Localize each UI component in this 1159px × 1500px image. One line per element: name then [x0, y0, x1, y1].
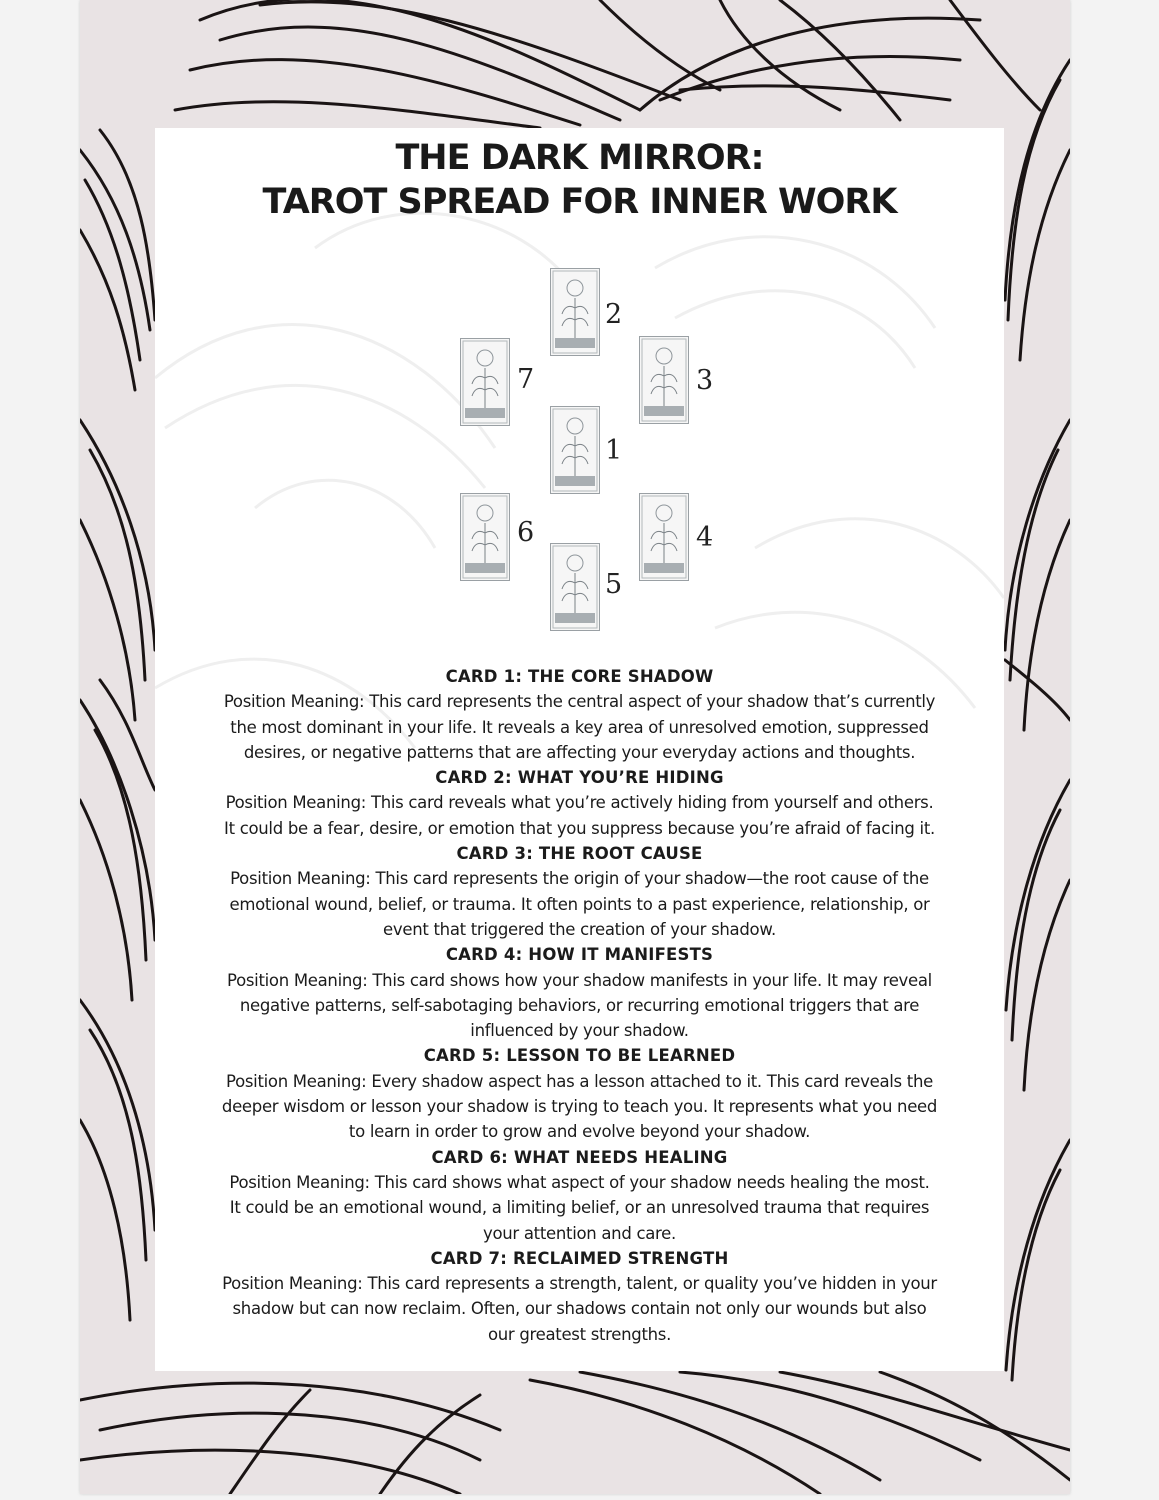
- tarot-card-2: [550, 268, 600, 356]
- position-meaning-line: Position Meaning: Every shadow aspect has a lesson attached to it. This card reveals the: [226, 1071, 933, 1091]
- card-number-2: 2: [605, 299, 623, 330]
- card-number-6: 6: [517, 517, 535, 548]
- card-number-3: 3: [696, 365, 714, 396]
- tarot-card-illustration-icon: [550, 268, 600, 356]
- position-heading: CARD 6: WHAT NEEDS HEALING: [431, 1147, 728, 1167]
- position-meaning-line: Position Meaning: This card shows what aspect of your shadow needs healing the most.: [229, 1172, 930, 1192]
- tarot-card-3: [639, 336, 689, 424]
- position-meaning-line: desires, or negative patterns that are affecting your everyday actions and thoughts.: [243, 742, 916, 762]
- position-meaning-line: Position Meaning: This card reveals what you’re actively hiding from yourself and others.: [225, 793, 934, 813]
- printable-page: [80, 0, 1070, 1494]
- title-line-1: THE DARK MIRROR:: [395, 138, 764, 178]
- position-heading: CARD 4: HOW IT MANIFESTS: [445, 945, 714, 965]
- position-meaning-line: shadow but can now reclaim. Often, our shadows contain not only our wounds but also: [232, 1299, 927, 1319]
- position-card-2: [155, 765, 1004, 841]
- position-card-5: [155, 1043, 1004, 1144]
- position-meaning-line: It could be a fear, desire, or emotion that you suppress because you’re afraid of facing it.: [224, 818, 935, 838]
- position-card-6: [155, 1145, 1004, 1246]
- content-panel: [155, 128, 1004, 1371]
- position-meaning-line: It could be an emotional wound, a limiting belief, or an unresolved trauma that requires: [229, 1198, 930, 1218]
- position-meaning-line: your attention and care.: [483, 1223, 676, 1243]
- position-meaning-line: to learn in order to grow and evolve beyond your shadow.: [348, 1122, 811, 1142]
- tarot-card-5: [550, 543, 600, 631]
- position-heading: CARD 3: THE ROOT CAUSE: [456, 844, 703, 864]
- tarot-card-6: [460, 493, 510, 581]
- card-number-5: 5: [605, 569, 623, 600]
- card-number-7: 7: [517, 364, 535, 395]
- position-meaning-line: emotional wound, belief, or trauma. It often points to a past experience, relationship, or: [229, 894, 930, 914]
- position-descriptions: [155, 664, 1004, 1347]
- page-title: [155, 136, 1004, 224]
- position-meaning-line: Position Meaning: This card represents a strength, talent, or quality you’ve hidden in your: [222, 1274, 937, 1294]
- position-heading: CARD 1: THE CORE SHADOW: [445, 667, 714, 686]
- position-card-4: [155, 942, 1004, 1043]
- tarot-card-illustration-icon: [460, 338, 510, 426]
- position-meaning-line: Position Meaning: This card represents the central aspect of your shadow that’s currently: [223, 692, 936, 712]
- position-heading: CARD 5: LESSON TO BE LEARNED: [423, 1046, 736, 1066]
- position-meaning-line: Position Meaning: This card shows how your shadow manifests in your life. It may reveal: [227, 970, 932, 990]
- position-meaning-line: the most dominant in your life. It reveals a key area of unresolved emotion, suppressed: [230, 717, 929, 737]
- position-card-1: [155, 664, 1004, 765]
- position-card-3: [155, 841, 1004, 942]
- card-number-1: 1: [605, 435, 623, 466]
- tarot-card-illustration-icon: [550, 543, 600, 631]
- tarot-card-illustration-icon: [639, 336, 689, 424]
- tarot-card-illustration-icon: [639, 493, 689, 581]
- tarot-card-illustration-icon: [460, 493, 510, 581]
- position-meaning-line: our greatest strengths.: [487, 1324, 672, 1344]
- position-meaning-line: event that triggered the creation of your shadow.: [383, 919, 776, 939]
- tarot-card-4: [639, 493, 689, 581]
- position-heading: CARD 2: WHAT YOU’RE HIDING: [435, 768, 724, 788]
- tarot-card-1: [550, 406, 600, 494]
- card-number-4: 4: [696, 522, 714, 553]
- tarot-card-illustration-icon: [550, 406, 600, 494]
- position-meaning-line: negative patterns, self-sabotaging behaviors, or recurring emotional triggers that are: [239, 995, 920, 1015]
- position-heading: CARD 7: RECLAIMED STRENGTH: [430, 1248, 729, 1268]
- title-line-2: TAROT SPREAD FOR INNER WORK: [262, 182, 897, 222]
- position-card-7: [155, 1246, 1004, 1347]
- position-meaning-line: deeper wisdom or lesson your shadow is trying to teach you. It represents what you need: [221, 1097, 938, 1117]
- tarot-card-7: [460, 338, 510, 426]
- position-meaning-line: Position Meaning: This card represents the origin of your shadow—the root cause of the: [230, 869, 929, 889]
- position-meaning-line: influenced by your shadow.: [470, 1021, 689, 1041]
